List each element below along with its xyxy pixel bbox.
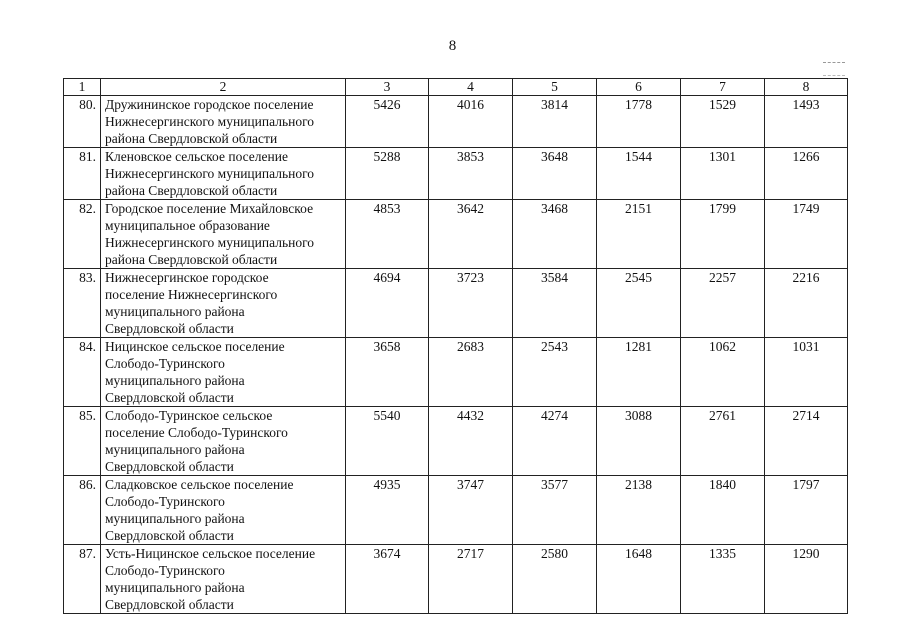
row-number: 87. — [64, 545, 101, 614]
column-header: 8 — [765, 79, 848, 96]
settlement-name-line: Нижнесергинского муниципального — [105, 166, 315, 181]
value-cell-col-7: 1062 — [681, 338, 765, 407]
table-row — [64, 148, 848, 200]
settlement-name-line: Свердловской области — [105, 321, 234, 336]
settlement-name — [101, 269, 346, 338]
value-cell-col-8: 1493 — [765, 96, 848, 148]
settlement-name — [101, 545, 346, 614]
value-cell-col-6: 3088 — [597, 407, 681, 476]
value-cell-col-7: 1799 — [681, 200, 765, 269]
value-cell-col-4: 3723 — [429, 269, 513, 338]
settlement-name-line: муниципального района — [105, 580, 245, 595]
value-cell-col-8: 1031 — [765, 338, 848, 407]
settlement-name-line: муниципальное образование — [105, 218, 270, 233]
table-row — [64, 545, 848, 614]
settlement-name-line: Дружининское городское поселение — [105, 97, 314, 112]
settlement-name-line: Свердловской области — [105, 528, 234, 543]
table-row — [64, 269, 848, 338]
row-number: 82. — [64, 200, 101, 269]
column-header: 7 — [681, 79, 765, 96]
settlement-name-line: Усть-Ницинское сельское поселение — [105, 546, 316, 561]
value-cell-col-3: 5426 — [346, 96, 429, 148]
settlement-name-line: Сладковское сельское поселение — [105, 477, 294, 492]
value-cell-col-7: 1301 — [681, 148, 765, 200]
value-cell-col-4: 2683 — [429, 338, 513, 407]
row-number: 83. — [64, 269, 101, 338]
settlement-name-line: Свердловской области — [105, 459, 234, 474]
value-cell-col-3: 4694 — [346, 269, 429, 338]
settlement-name — [101, 148, 346, 200]
column-header: 3 — [346, 79, 429, 96]
settlement-name-line: Слободо-Туринского — [105, 494, 225, 509]
scan-artifact-mark — [823, 62, 845, 76]
value-cell-col-5: 3577 — [513, 476, 597, 545]
settlement-name-line: Нижнесергинского муниципального — [105, 235, 315, 250]
value-cell-col-5: 3584 — [513, 269, 597, 338]
settlement-name-line: муниципального района — [105, 442, 245, 457]
settlement-name-line: Слободо-Туринского — [105, 356, 225, 371]
row-number: 80. — [64, 96, 101, 148]
value-cell-col-6: 2151 — [597, 200, 681, 269]
value-cell-col-5: 2543 — [513, 338, 597, 407]
table-row — [64, 96, 848, 148]
table-row — [64, 200, 848, 269]
header-row — [64, 79, 848, 96]
table-row — [64, 338, 848, 407]
value-cell-col-5: 4274 — [513, 407, 597, 476]
column-header: 1 — [64, 79, 101, 96]
value-cell-col-6: 1544 — [597, 148, 681, 200]
value-cell-col-7: 2257 — [681, 269, 765, 338]
value-cell-col-3: 3658 — [346, 338, 429, 407]
table-row — [64, 476, 848, 545]
settlement-name-line: муниципального района — [105, 373, 245, 388]
settlement-name-line: Нижнесергинского муниципального — [105, 114, 315, 129]
value-cell-col-6: 2545 — [597, 269, 681, 338]
value-cell-col-8: 2714 — [765, 407, 848, 476]
settlement-name-line: муниципального района — [105, 304, 245, 319]
settlement-name-line: Кленовское сельское поселение — [105, 149, 288, 164]
settlement-name — [101, 476, 346, 545]
value-cell-col-6: 1648 — [597, 545, 681, 614]
settlement-name-line: Городское поселение Михайловское — [105, 201, 314, 216]
settlement-name — [101, 200, 346, 269]
value-cell-col-8: 1749 — [765, 200, 848, 269]
value-cell-col-3: 4853 — [346, 200, 429, 269]
value-cell-col-6: 2138 — [597, 476, 681, 545]
column-header: 2 — [101, 79, 346, 96]
value-cell-col-5: 3648 — [513, 148, 597, 200]
settlement-name-line: муниципального района — [105, 511, 245, 526]
settlement-name-line: Свердловской области — [105, 390, 234, 405]
value-cell-col-5: 2580 — [513, 545, 597, 614]
settlement-name-line: Слободо-Туринского — [105, 563, 225, 578]
value-cell-col-8: 2216 — [765, 269, 848, 338]
value-cell-col-5: 3468 — [513, 200, 597, 269]
row-number: 86. — [64, 476, 101, 545]
value-cell-col-8: 1290 — [765, 545, 848, 614]
table-row — [64, 407, 848, 476]
settlement-name-line: Слободо-Туринское сельское — [105, 408, 273, 423]
value-cell-col-4: 3853 — [429, 148, 513, 200]
value-cell-col-6: 1778 — [597, 96, 681, 148]
settlement-name-line: района Свердловской области — [105, 252, 278, 267]
row-number: 85. — [64, 407, 101, 476]
value-cell-col-4: 3642 — [429, 200, 513, 269]
value-cell-col-4: 4016 — [429, 96, 513, 148]
settlement-name — [101, 338, 346, 407]
row-number: 84. — [64, 338, 101, 407]
settlement-name-line: Свердловской области — [105, 597, 234, 612]
value-cell-col-8: 1266 — [765, 148, 848, 200]
value-cell-col-7: 1335 — [681, 545, 765, 614]
value-cell-col-3: 5288 — [346, 148, 429, 200]
value-cell-col-7: 2761 — [681, 407, 765, 476]
settlement-name-line: поселение Нижнесергинского — [105, 287, 278, 302]
settlements-table — [63, 78, 848, 614]
value-cell-col-7: 1840 — [681, 476, 765, 545]
settlement-name-line: района Свердловской области — [105, 183, 278, 198]
page-number: 8 — [448, 38, 457, 54]
column-header: 6 — [597, 79, 681, 96]
settlement-name-line: поселение Слободо-Туринского — [105, 425, 288, 440]
value-cell-col-6: 1281 — [597, 338, 681, 407]
value-cell-col-4: 4432 — [429, 407, 513, 476]
settlement-name-line: Ницинское сельское поселение — [105, 339, 285, 354]
settlement-name-line: Нижнесергинское городское — [105, 270, 269, 285]
value-cell-col-5: 3814 — [513, 96, 597, 148]
column-header: 5 — [513, 79, 597, 96]
settlement-name-line: района Свердловской области — [105, 131, 278, 146]
row-number: 81. — [64, 148, 101, 200]
value-cell-col-4: 2717 — [429, 545, 513, 614]
value-cell-col-3: 3674 — [346, 545, 429, 614]
value-cell-col-7: 1529 — [681, 96, 765, 148]
value-cell-col-4: 3747 — [429, 476, 513, 545]
value-cell-col-3: 4935 — [346, 476, 429, 545]
column-header: 4 — [429, 79, 513, 96]
settlement-name — [101, 407, 346, 476]
settlement-name — [101, 96, 346, 148]
value-cell-col-8: 1797 — [765, 476, 848, 545]
value-cell-col-3: 5540 — [346, 407, 429, 476]
